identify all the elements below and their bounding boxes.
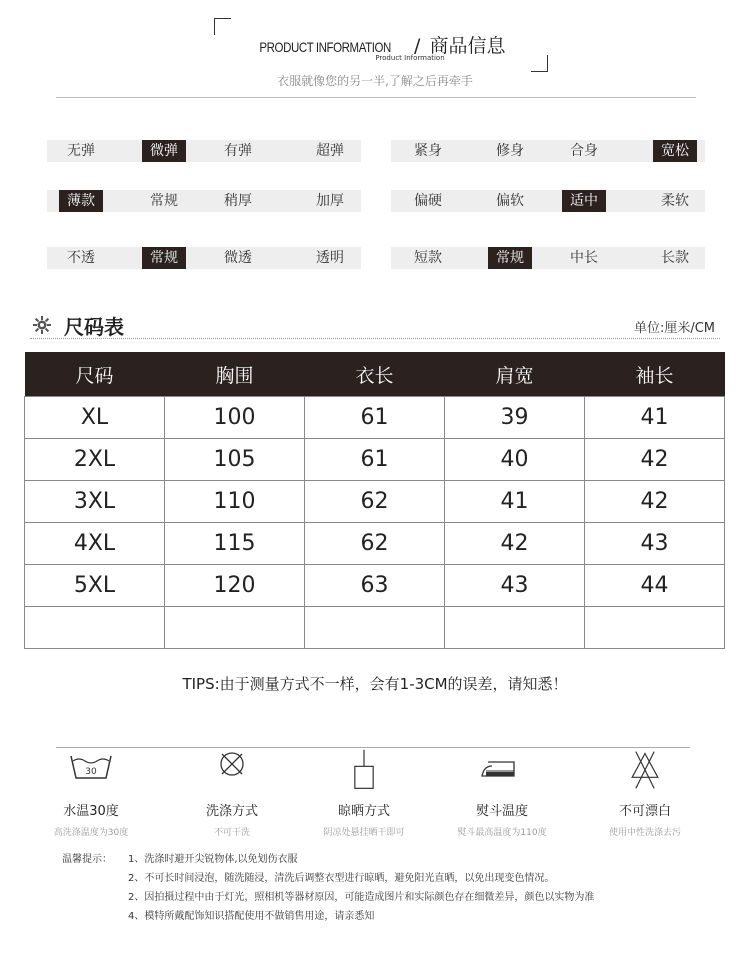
table-cell: 100	[165, 397, 305, 439]
table-cell: 42	[585, 439, 725, 481]
size-chart-unit: 单位:厘米/CM	[633, 321, 715, 336]
table-cell: 40	[445, 439, 585, 481]
size-table-header	[25, 352, 725, 397]
attribute-option: 柔软	[661, 193, 689, 209]
table-cell: 5XL	[25, 565, 165, 607]
attribute-option: 超弹	[316, 143, 344, 159]
attribute-option-selected: 常规	[142, 247, 186, 269]
divider	[56, 97, 696, 98]
attribute-option: 无弹	[67, 143, 95, 159]
table-cell	[585, 607, 725, 649]
note-item: 2、因拍摄过程中由于灯光，照相机等器材原因，可能造成图片和实际颜色存在细微差异，颜色以实物为准	[128, 892, 595, 903]
header-cell: 胸围	[165, 352, 305, 397]
slogan: 衣服就像您的另一半,了解之后再牵手	[277, 74, 473, 88]
table-cell: 62	[305, 523, 445, 565]
wash-30-icon	[67, 748, 115, 792]
attribute-row	[47, 247, 361, 269]
note-item: 1、洗涤时避开尖锐物体,以免划伤衣服	[128, 854, 298, 865]
table-row	[25, 607, 725, 649]
attribute-option: 稍厚	[224, 193, 252, 209]
care-note: 不可干洗	[213, 828, 250, 838]
table-cell: 41	[445, 481, 585, 523]
care-label: 晾晒方式	[337, 804, 390, 819]
gear-icon	[33, 316, 51, 334]
table-cell: 4XL	[25, 523, 165, 565]
table-row	[25, 523, 725, 565]
table-cell: 62	[305, 481, 445, 523]
size-chart-title: 尺码表	[64, 315, 124, 339]
table-cell	[305, 607, 445, 649]
attribute-option: 加厚	[316, 193, 344, 209]
table-row	[25, 481, 725, 523]
attribute-option: 中长	[570, 250, 598, 266]
table-cell	[25, 607, 165, 649]
care-label: 洗涤方式	[205, 804, 258, 819]
attribute-option: 偏软	[496, 193, 524, 209]
title-sep: /	[413, 35, 421, 57]
header-cell: 尺码	[25, 352, 165, 397]
care-label: 熨斗温度	[475, 804, 528, 819]
care-note: 使用中性洗涤去污	[608, 828, 681, 838]
attribute-row	[47, 190, 361, 212]
care-note: 阴凉处悬挂晒干即可	[323, 828, 405, 838]
attribute-option: 合身	[570, 143, 598, 159]
table-cell: 105	[165, 439, 305, 481]
care-item-bleach	[580, 748, 710, 838]
table-cell	[165, 607, 305, 649]
header-cell: 衣长	[305, 352, 445, 397]
attribute-option: 有弹	[224, 143, 252, 159]
attribute-row	[391, 247, 705, 269]
attribute-row	[47, 140, 361, 162]
attribute-option: 透明	[316, 250, 344, 266]
care-label: 水温30度	[63, 804, 119, 819]
notes-list	[128, 850, 748, 926]
care-note: 高洗涤温度为30度	[53, 828, 129, 838]
attribute-option-selected: 微弹	[142, 140, 186, 162]
tips-text: TIPS:由于测量方式不一样，会有1-3CM的误差，请知悉！	[182, 675, 568, 693]
note-item: 2、不可长时间浸泡，随洗随浸，清洗后调整衣型进行晾晒，避免阳光直晒，以免出现变色情况。	[128, 873, 555, 884]
attribute-option-selected: 宽松	[653, 140, 697, 162]
subtitle-en: Product Information	[375, 54, 445, 62]
table-cell: 44	[585, 565, 725, 607]
table-row	[25, 397, 725, 439]
iron-icon	[478, 748, 526, 792]
table-cell: 41	[585, 397, 725, 439]
table-cell: 2XL	[25, 439, 165, 481]
no-bleach-icon	[621, 748, 669, 792]
wash-temp: 30	[85, 767, 97, 777]
header-cell: 袖长	[585, 352, 725, 397]
hang-dry-icon	[340, 748, 388, 792]
table-cell: 43	[585, 523, 725, 565]
note-item: 4、模特所戴配饰知识搭配使用不做销售用途，请亲悉知	[128, 911, 375, 922]
table-cell: 43	[445, 565, 585, 607]
attribute-option-selected: 常规	[488, 247, 532, 269]
care-item-iron	[437, 748, 567, 838]
table-cell: 61	[305, 397, 445, 439]
notes-lead: 温馨提示：	[62, 854, 112, 865]
header-cell: 肩宽	[445, 352, 585, 397]
table-cell: 42	[585, 481, 725, 523]
care-item-drying	[299, 748, 429, 838]
title-en: PRODUCT INFORMATION	[258, 39, 391, 55]
attribute-option-selected: 薄款	[59, 190, 103, 212]
table-row	[25, 565, 725, 607]
table-row	[25, 439, 725, 481]
table-cell: 42	[445, 523, 585, 565]
attribute-option: 短款	[414, 250, 442, 266]
dotted-divider	[30, 338, 720, 339]
table-cell: 3XL	[25, 481, 165, 523]
table-cell: 115	[165, 523, 305, 565]
no-dry-clean-icon	[208, 748, 256, 792]
care-note: 熨斗最高温度为110度	[457, 828, 547, 838]
attribute-option: 偏硬	[414, 193, 442, 209]
care-label: 不可漂白	[618, 804, 671, 819]
table-cell: XL	[25, 397, 165, 439]
table-cell: 63	[305, 565, 445, 607]
table-cell: 61	[305, 439, 445, 481]
attribute-row	[391, 190, 705, 212]
attribute-option-selected: 适中	[562, 190, 606, 212]
table-cell: 120	[165, 565, 305, 607]
attribute-row	[391, 140, 705, 162]
care-item-wash	[26, 748, 156, 838]
attribute-option: 长款	[661, 250, 689, 266]
table-cell	[445, 607, 585, 649]
attribute-option: 紧身	[414, 143, 442, 159]
care-item-dry-clean	[167, 748, 297, 838]
attribute-option: 不透	[67, 250, 95, 266]
attribute-option: 常规	[150, 193, 178, 209]
table-cell: 110	[165, 481, 305, 523]
size-table	[24, 352, 725, 649]
table-cell: 39	[445, 397, 585, 439]
attribute-option: 修身	[496, 143, 524, 159]
title-cn: 商品信息	[429, 35, 506, 57]
attribute-option: 微透	[224, 250, 252, 266]
